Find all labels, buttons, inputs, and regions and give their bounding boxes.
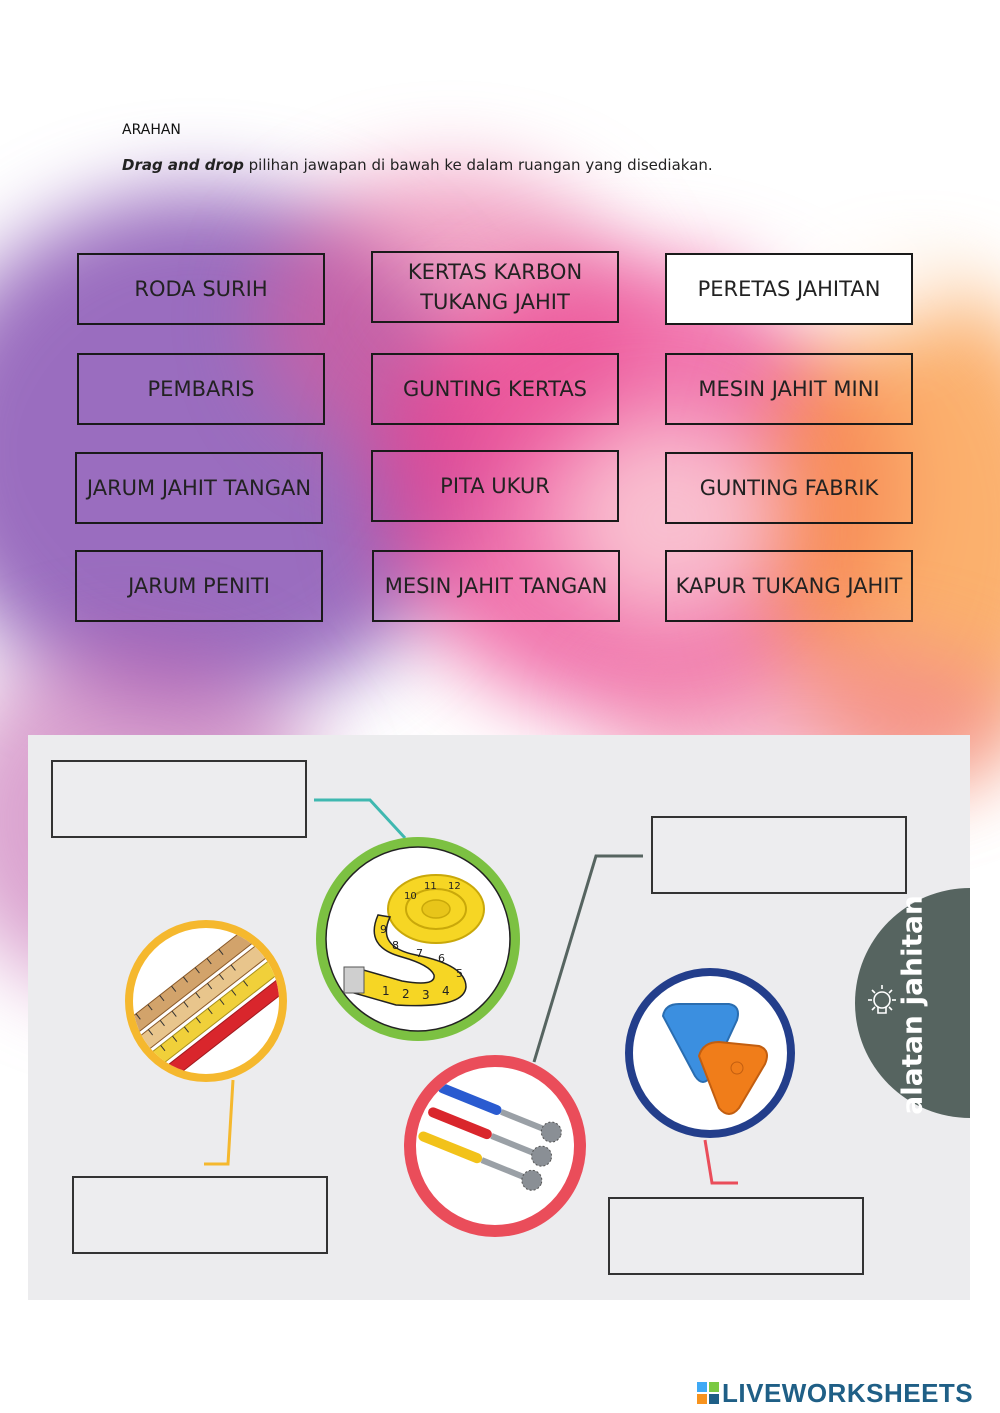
connector-ruler	[204, 1080, 233, 1164]
option-kertas-karbon[interactable]: KERTAS KARBON TUKANG JAHIT	[371, 251, 619, 323]
option-kapur-tukang-jahit[interactable]: KAPUR TUKANG JAHIT	[665, 550, 913, 622]
tape-number: 2	[402, 987, 410, 1001]
option-jarum-peniti[interactable]: JARUM PENITI	[75, 550, 323, 622]
tape-measure-circle	[316, 837, 520, 1041]
instructions-emphasis: Drag and drop	[122, 156, 244, 174]
tape-number: 9	[380, 923, 387, 936]
drop-zone-1[interactable]	[51, 760, 307, 838]
tape-number: 5	[456, 967, 463, 980]
tailor-chalk-image	[633, 976, 787, 1130]
option-peretas-jahitan[interactable]: PERETAS JAHITAN	[665, 253, 913, 325]
drop-zone-3[interactable]	[72, 1176, 328, 1254]
option-pita-ukur[interactable]: PITA UKUR	[371, 450, 619, 522]
topic-tab-label: alatan jahitan	[895, 895, 929, 1115]
liveworksheets-logo: LIVEWORKSHEETS	[722, 1378, 974, 1408]
option-roda-surih[interactable]: RODA SURIH	[77, 253, 325, 325]
tape-number: 10	[404, 891, 417, 902]
tape-number: 8	[392, 939, 399, 952]
tape-number: 4	[442, 984, 450, 998]
tracing-wheel-image	[416, 1067, 574, 1225]
tape-number: 1	[382, 984, 390, 998]
option-gunting-kertas[interactable]: GUNTING KERTAS	[371, 353, 619, 425]
liveworksheets-logo-icon	[697, 1382, 719, 1404]
drop-zone-2[interactable]	[651, 816, 907, 894]
option-gunting-fabrik[interactable]: GUNTING FABRIK	[665, 452, 913, 524]
tape-number: 3	[422, 988, 430, 1002]
drop-zone-4[interactable]	[608, 1197, 864, 1275]
ruler-circle	[125, 920, 287, 1082]
instructions-heading: ARAHAN	[122, 122, 181, 138]
ruler-image	[133, 928, 279, 1074]
tape-number: 7	[416, 947, 423, 960]
connector-chalk	[705, 1140, 738, 1183]
option-mesin-jahit-tangan[interactable]: MESIN JAHIT TANGAN	[372, 550, 620, 622]
option-jarum-jahit-tangan[interactable]: JARUM JAHIT TANGAN	[75, 452, 323, 524]
tape-number: 6	[438, 952, 445, 965]
lightbulb-icon	[858, 982, 908, 1026]
tailor-chalk-circle	[625, 968, 795, 1138]
connector-tape	[314, 800, 405, 838]
tracing-wheel-circle	[404, 1055, 586, 1237]
option-mesin-jahit-mini[interactable]: MESIN JAHIT MINI	[665, 353, 913, 425]
tape-number: 12	[448, 881, 461, 892]
instructions-body: pilihan jawapan di bawah ke dalam ruangan yang disediakan.	[243, 156, 713, 174]
tape-number: 11	[424, 881, 437, 892]
tape-measure-image	[316, 837, 520, 1041]
option-pembaris[interactable]: PEMBARIS	[77, 353, 325, 425]
